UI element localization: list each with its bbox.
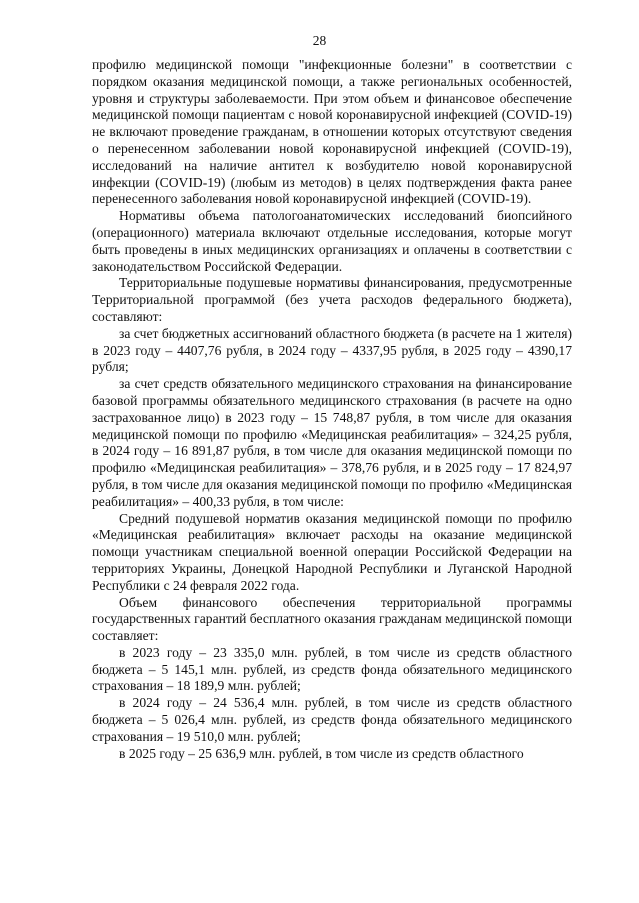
paragraph-regional-budget: за счет бюджетных ассигнований областного бюджета (в расчете на 1 жителя) в 2023 году – 4407,76 рубля, в 2024 году – 4337,95 рубля, в 2025 году – 4390,17 рубля; [92,325,572,375]
paragraph-covid-financing: профилю медицинской помощи "инфекционные болезни" в соответствии с порядком оказания медицинской помощи, а также региональных особенностей, уровня и структуры заболеваемости. При этом объем и финансовое обеспечение медицинской помощи пациентам с новой коронавирусной инфекцией (COVID-19) не включают проведение гражданам, в отношении которых отсутствуют сведения о перенесенном заболевании новой коронавирусной инфекцией (COVID-19), исследований на наличие антител к возбудителю новой коронавирусной инфекции (COVID-19) (любым из методов) в целях подтверждения факта ранее перенесенного заболевания новой коронавирусной инфекцией (COVID-19). [92,57,572,207]
paragraph-year-2024: в 2024 году – 24 536,4 млн. рублей, в том числе из средств областного бюджета – 5 026,4 млн. рублей, из средств фонда обязательного медицинского страхования – 19 510,0 млн. рублей; [92,695,572,744]
paragraph-per-capita-norms: Территориальные подушевые нормативы финансирования, предусмотренные Территориальной программой (без учета расходов федерального бюджета), составляют: [92,275,572,324]
paragraph-financing-volume: Объем финансового обеспечения территориальной программы государственных гарантий бесплатного оказания гражданам медицинской помощи составляет: [92,594,572,644]
paragraph-oms-funds: за счет средств обязательного медицинского страхования на финансирование базовой программы обязательного медицинского страхования (в расчете на одно застрахованное лицо) в 2023 году – 15 748,87 рубля, в том числе для оказания медицинской помощи по профилю «Медицинская реабилитация» – 324,25 рубля, в 2024 году – 16 891,87 рубля, в том числе для оказания медицинской помощи по профилю «Медицинская реабилитация» – 378,76 рубля, и в 2025 году – 17 824,97 рубля, в том числе для оказания медицинской помощи по профилю «Медицинская реабилитация» – 400,33 рубля, в том числе: [92,376,572,509]
paragraph-pathology-norms: Нормативы объема патологоанатомических исследований биопсийного (операционного) материала включают отдельные исследования, которые могут быть проведены в иных медицинских организациях и оплачены в соответствии с законодательством Российской Федерации. [92,208,572,274]
paragraph-rehabilitation: Средний подушевой норматив оказания медицинской помощи по профилю «Медицинская реабилитация» включает расходы на оказание медицинской помощи участникам специальной военной операции Российской Федерации на территориях Украины, Донецкой Народной Республики и Луганской Народной Республики с 24 февраля 2022 года. [92,510,572,593]
body-text [92,57,572,762]
paragraph-year-2023: в 2023 году – 23 335,0 млн. рублей, в том числе из средств областного бюджета – 5 145,1 млн. рублей, из средств фонда обязательного медицинского страхования – 18 189,9 млн. рублей; [92,644,572,694]
paragraph-year-2025: в 2025 году – 25 636,9 млн. рублей, в том числе из средств областного [119,745,524,761]
page-number: 28 [312,33,327,48]
